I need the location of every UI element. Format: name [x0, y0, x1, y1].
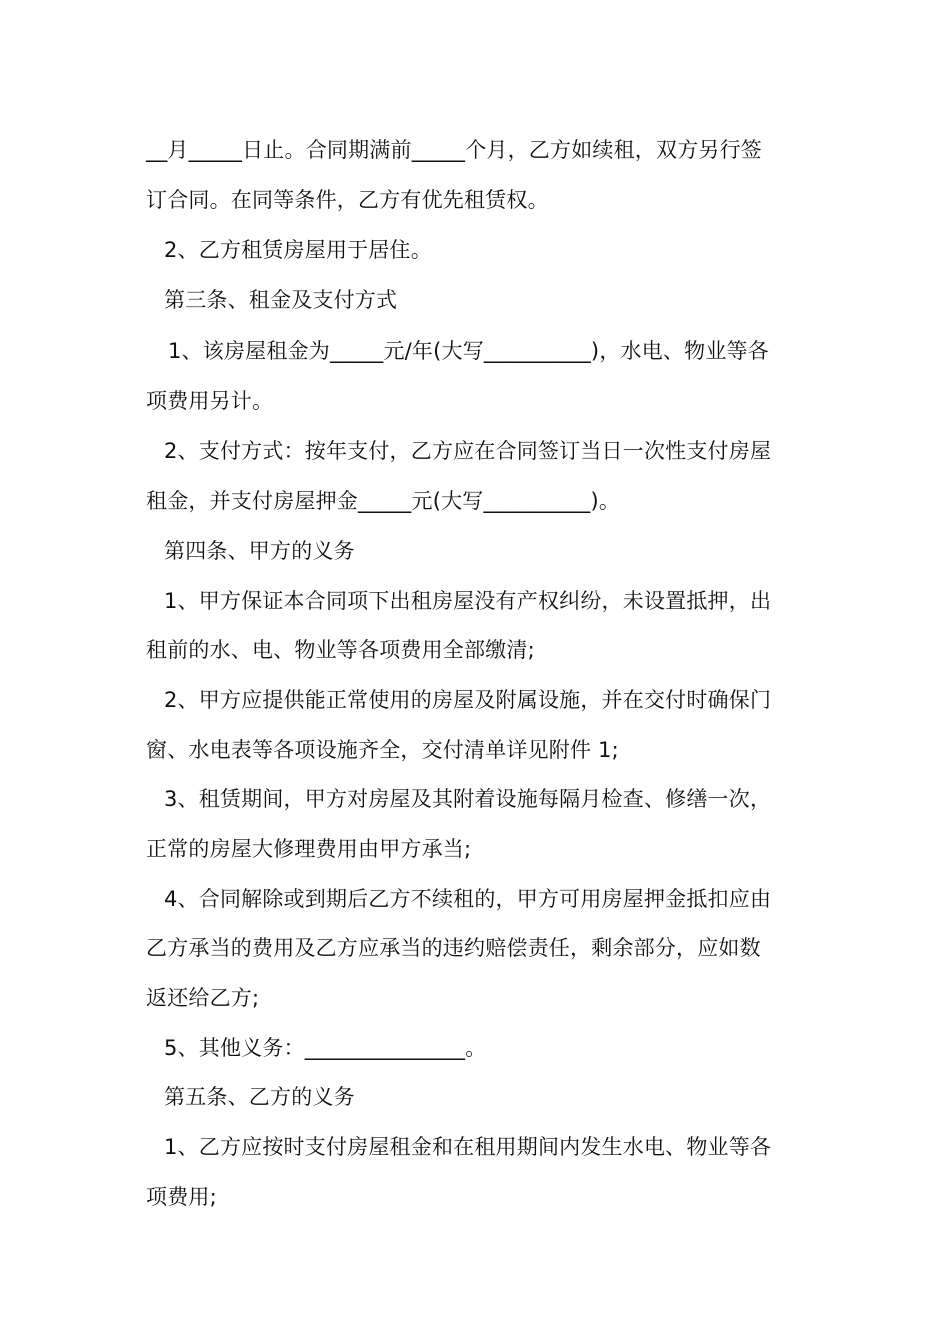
list-item: 5、其他义务：_______________。	[164, 1036, 487, 1060]
text-line: 订合同。在同等条件，乙方有优先租赁权。	[146, 188, 549, 212]
list-item: 2、乙方租赁房屋用于居住。	[164, 238, 432, 262]
section-heading: 第五条、乙方的义务	[164, 1085, 355, 1109]
text-line: 项费用另计。	[146, 389, 274, 413]
text-line: __月_____日止。合同期满前_____个月，乙方如续租，双方另行签	[146, 138, 762, 162]
text-line: 租前的水、电、物业等各项费用全部缴清;	[146, 638, 535, 662]
text-line: 返还给乙方;	[146, 986, 260, 1010]
text-line: 租金，并支付房屋押金_____元(大写__________)。	[146, 489, 621, 513]
list-item: 4、合同解除或到期后乙方不续租的，甲方可用房屋押金抵扣应由	[164, 887, 772, 911]
list-item: 1、乙方应按时支付房屋租金和在租用期间内发生水电、物业等各	[164, 1135, 772, 1159]
list-item: 1、甲方保证本合同项下出租房屋没有产权纠纷，未设置抵押，出	[164, 589, 772, 613]
section-heading: 第三条、租金及支付方式	[164, 288, 398, 312]
text-line: 窗、水电表等各项设施齐全，交付清单详见附件 1;	[146, 738, 619, 762]
text-line: 乙方承当的费用及乙方应承当的违约赔偿责任，剩余部分，应如数	[146, 936, 761, 960]
section-heading: 第四条、甲方的义务	[164, 539, 355, 563]
list-item: 1、该房屋租金为_____元/年(大写__________)，水电、物业等各	[168, 339, 769, 363]
list-item: 2、甲方应提供能正常使用的房屋及附属设施，并在交付时确保门	[164, 688, 772, 712]
list-item: 3、租赁期间，甲方对房屋及其附着设施每隔月检查、修缮一次，	[164, 787, 772, 811]
text-line: 正常的房屋大修理费用由甲方承当;	[146, 837, 472, 861]
list-item: 2、支付方式：按年支付，乙方应在合同签订当日一次性支付房屋	[164, 439, 772, 463]
text-line: 项费用;	[146, 1185, 217, 1209]
